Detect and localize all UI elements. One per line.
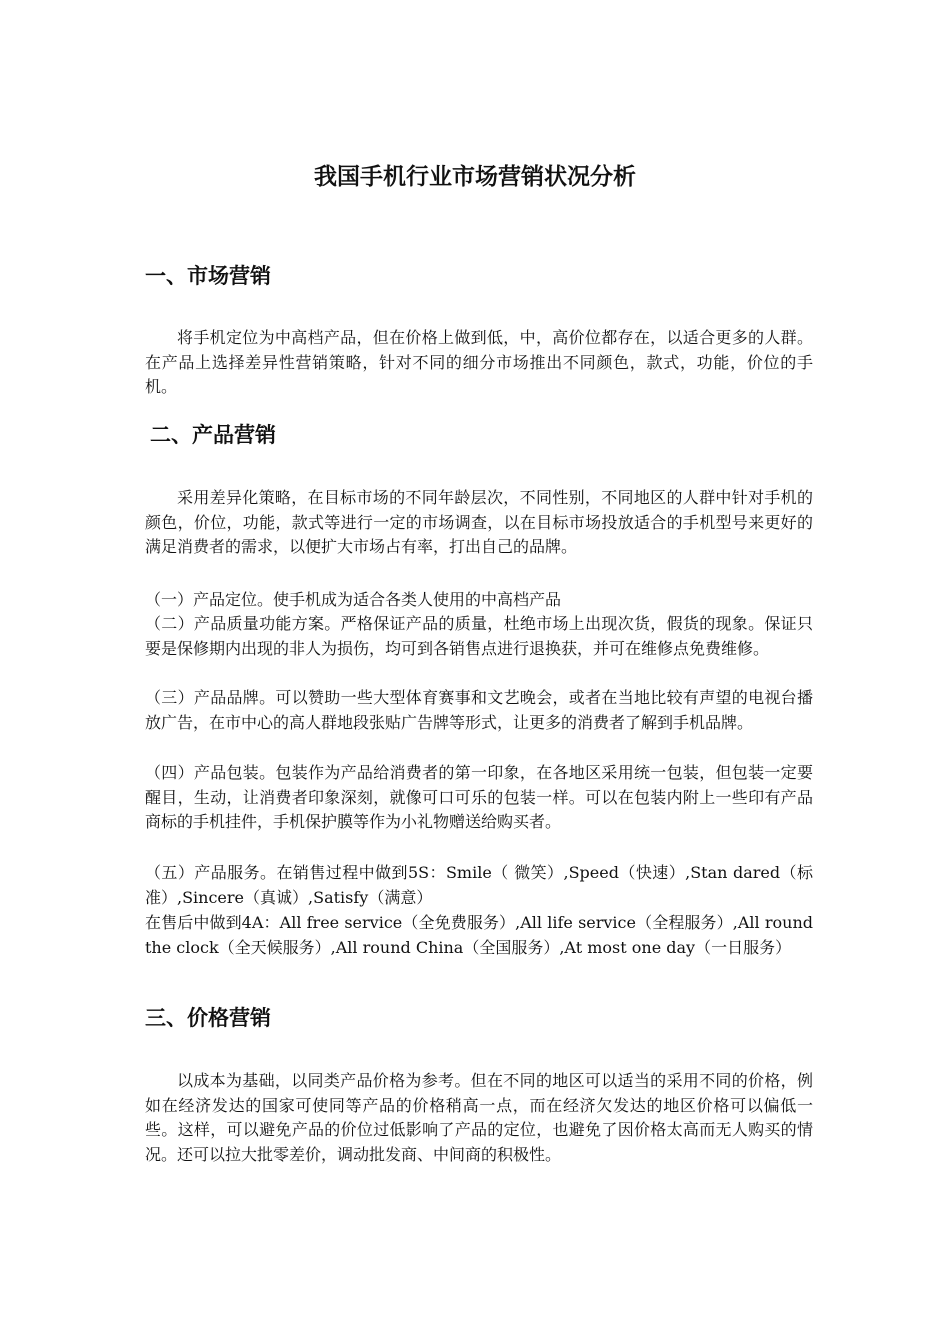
product-brand-paragraph: （三）产品品牌。可以赞助一些大型体育赛事和文艺晚会，或者在当地比较有声望的电视台播放广告，在市中心的高人群地段张贴广告牌等形式，让更多的消费者了解到手机品牌。 (145, 688, 813, 732)
product-packaging-paragraph: （四）产品包装。包装作为产品给消费者的第一印象，在各地区采用统一包装，但包装一定要醒目，生动，让消费者印象深刻，就像可口可乐的包装一样。可以在包装内附上一些印有产品商标的手机挂件，手机保护膜等作为小礼物赠送给购买者。 (145, 763, 813, 831)
product-quality-paragraph: （二）产品质量功能方案。严格保证产品的质量，杜绝市场上出现次货，假货的现象。保证只要是保修期内出现的非人为损伤，均可到各销售点进行退换获，并可在维修点免费维修。 (145, 614, 813, 658)
section-heading-market: 一、市场营销 (145, 264, 271, 288)
section-3-paragraph: 以成本为基础，以同类产品价格为参考。但在不同的地区可以适当的采用不同的价格，例如在经济发达的国家可使同等产品的价格稍高一点，而在经济欠发达的地区价格可以偏低一些。这样，可以避免产品的价位过低影响了产品的定位，也避免了因价格太高而无人购买的情况。还可以拉大批零差价，调动批发商、中间商的积极性。 (145, 1071, 813, 1164)
section-1-paragraph: 将手机定位为中高档产品，但在价格上做到低，中，高价位都存在，以适合更多的人群。在产品上选择差异性营销策略，针对不同的细分市场推出不同颜色，款式，功能，价位的手机。 (145, 328, 813, 396)
document-title: 我国手机行业市场营销状况分析 (314, 164, 636, 190)
after-sales-4a-paragraph: 在售后中做到4A：All free service（全免费服务）,All life service（全程服务）,All round the clock（全天候服务）,All round China（全国服务）,At most one day（一日服务） (145, 913, 813, 957)
product-positioning-paragraph: （一）产品定位。使手机成为适合各类人使用的中高档产品 (145, 590, 562, 609)
section-2-intro-paragraph: 采用差异化策略，在目标市场的不同年龄层次，不同性别，不同地区的人群中针对手机的颜色，价位，功能，款式等进行一定的市场调查，以在目标市场投放适合的手机型号来更好的满足消费者的需求，以便扩大市场占有率，打出自己的品牌。 (145, 488, 813, 556)
product-service-5s-paragraph: （五）产品服务。在销售过程中做到5S：Smile（ 微笑）,Speed（快速）,Stan dared（标准）,Sincere（真诚）,Satisfy（满意） (145, 863, 813, 907)
section-heading-product: 二、产品营销 (150, 423, 276, 447)
section-heading-price: 三、价格营销 (145, 1006, 271, 1030)
